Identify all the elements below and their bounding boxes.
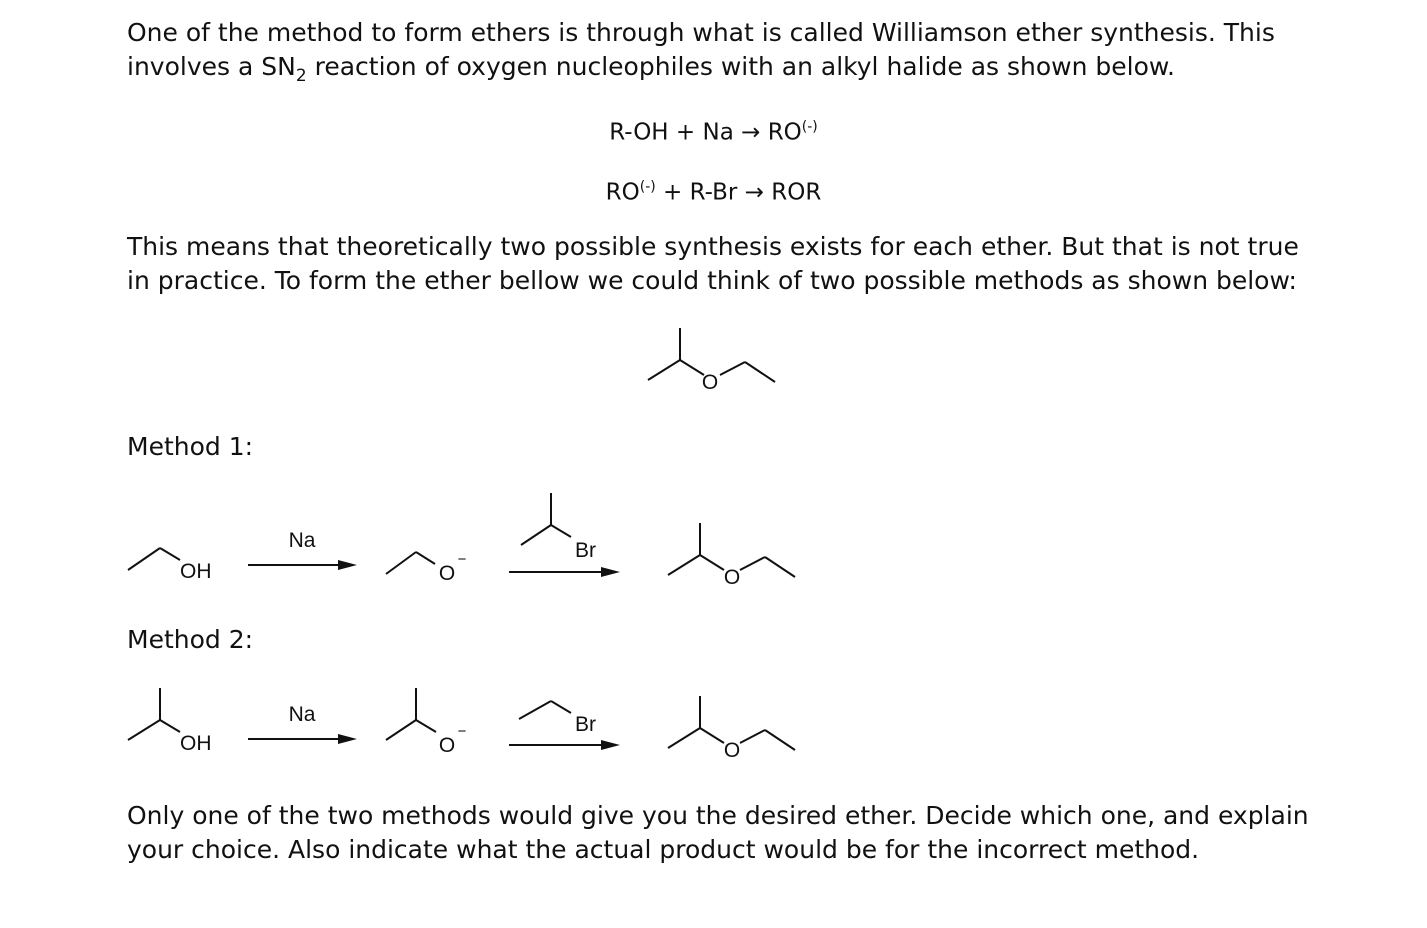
eq1-arrow: →: [741, 119, 761, 146]
method2-arrowhead-1: [338, 734, 357, 744]
method2-arrowhead-2: [601, 740, 620, 750]
method2-arrow-na: [240, 694, 370, 754]
method1-reagent-na: Na: [288, 529, 316, 552]
method2-arrow-bromide: [505, 695, 635, 755]
method1-arrowhead-2: [601, 567, 620, 577]
method2-ethyl-bromide: [519, 701, 571, 719]
method1-isopropyl-bromide: [521, 493, 571, 545]
method2-title: Method 2:: [127, 625, 254, 654]
method2-charge: −: [457, 723, 467, 740]
eq2-mid: + R-Br: [655, 179, 745, 206]
target-ether-structure: [640, 320, 790, 400]
method1-arrow-na: [240, 520, 370, 580]
intro-line-2-text-b: reaction of oxygen nucleophiles with an alkyl halide as shown below.: [306, 52, 1175, 81]
method1-product-structure: [660, 515, 810, 595]
intro-paragraph: [127, 16, 1327, 93]
method2-o-label: O: [438, 734, 456, 757]
method1-product-o-label: O: [723, 566, 741, 589]
method1-ethoxide-structure: [380, 540, 480, 590]
intro-line-1: One of the method to form ethers is through what is called Williamson ether synthesis. This: [127, 18, 1275, 47]
method1-o-label: O: [438, 562, 456, 585]
method1-arrow-bromide: [505, 485, 635, 590]
sn2-subscript: 2: [295, 66, 307, 86]
method1-oh-label: OH: [180, 560, 212, 583]
eq2-charge: (-): [639, 179, 656, 195]
method2-product-o-label: O: [723, 739, 741, 762]
question-paragraph: [127, 799, 1327, 867]
middle-paragraph: [127, 230, 1327, 298]
method1-title: Method 1:: [127, 432, 254, 461]
middle-line-2: in practice. To form the ether bellow we could think of two possible methods as shown below:: [127, 266, 1297, 295]
method1-ethanol-structure: [120, 540, 230, 590]
question-line-1: Only one of the two methods would give you the desired ether. Decide which one, and explain: [127, 801, 1309, 830]
question-line-2: your choice. Also indicate what the actual product would be for the incorrect method.: [127, 835, 1200, 864]
intro-line-2-text-a: involves a SN: [127, 52, 296, 81]
middle-line-1: This means that theoretically two possible synthesis exists for each ether. But that is not true: [127, 232, 1299, 261]
method2-isopropoxide-structure: [380, 682, 480, 762]
equation-2: [0, 172, 1427, 208]
eq2-left: RO: [605, 179, 640, 206]
intro-line-2: [127, 50, 1327, 93]
method2-br-label: Br: [575, 713, 596, 736]
method2-oh-label: OH: [180, 732, 212, 755]
method1-arrowhead-1: [338, 560, 357, 570]
eq1-right: RO: [760, 119, 802, 146]
method1-charge: −: [457, 551, 467, 568]
target-oxygen-label: O: [701, 371, 719, 394]
method2-reagent-na: Na: [288, 703, 316, 726]
method1-br-label: Br: [575, 539, 596, 562]
eq2-arrow: →: [744, 179, 764, 206]
method2-product-structure: [660, 690, 810, 770]
equation-1: [0, 112, 1427, 148]
eq1-charge: (-): [801, 119, 818, 135]
eq1-left: R-OH + Na: [609, 119, 742, 146]
method2-isopropanol-structure: [120, 682, 230, 762]
eq2-right: ROR: [763, 179, 822, 206]
